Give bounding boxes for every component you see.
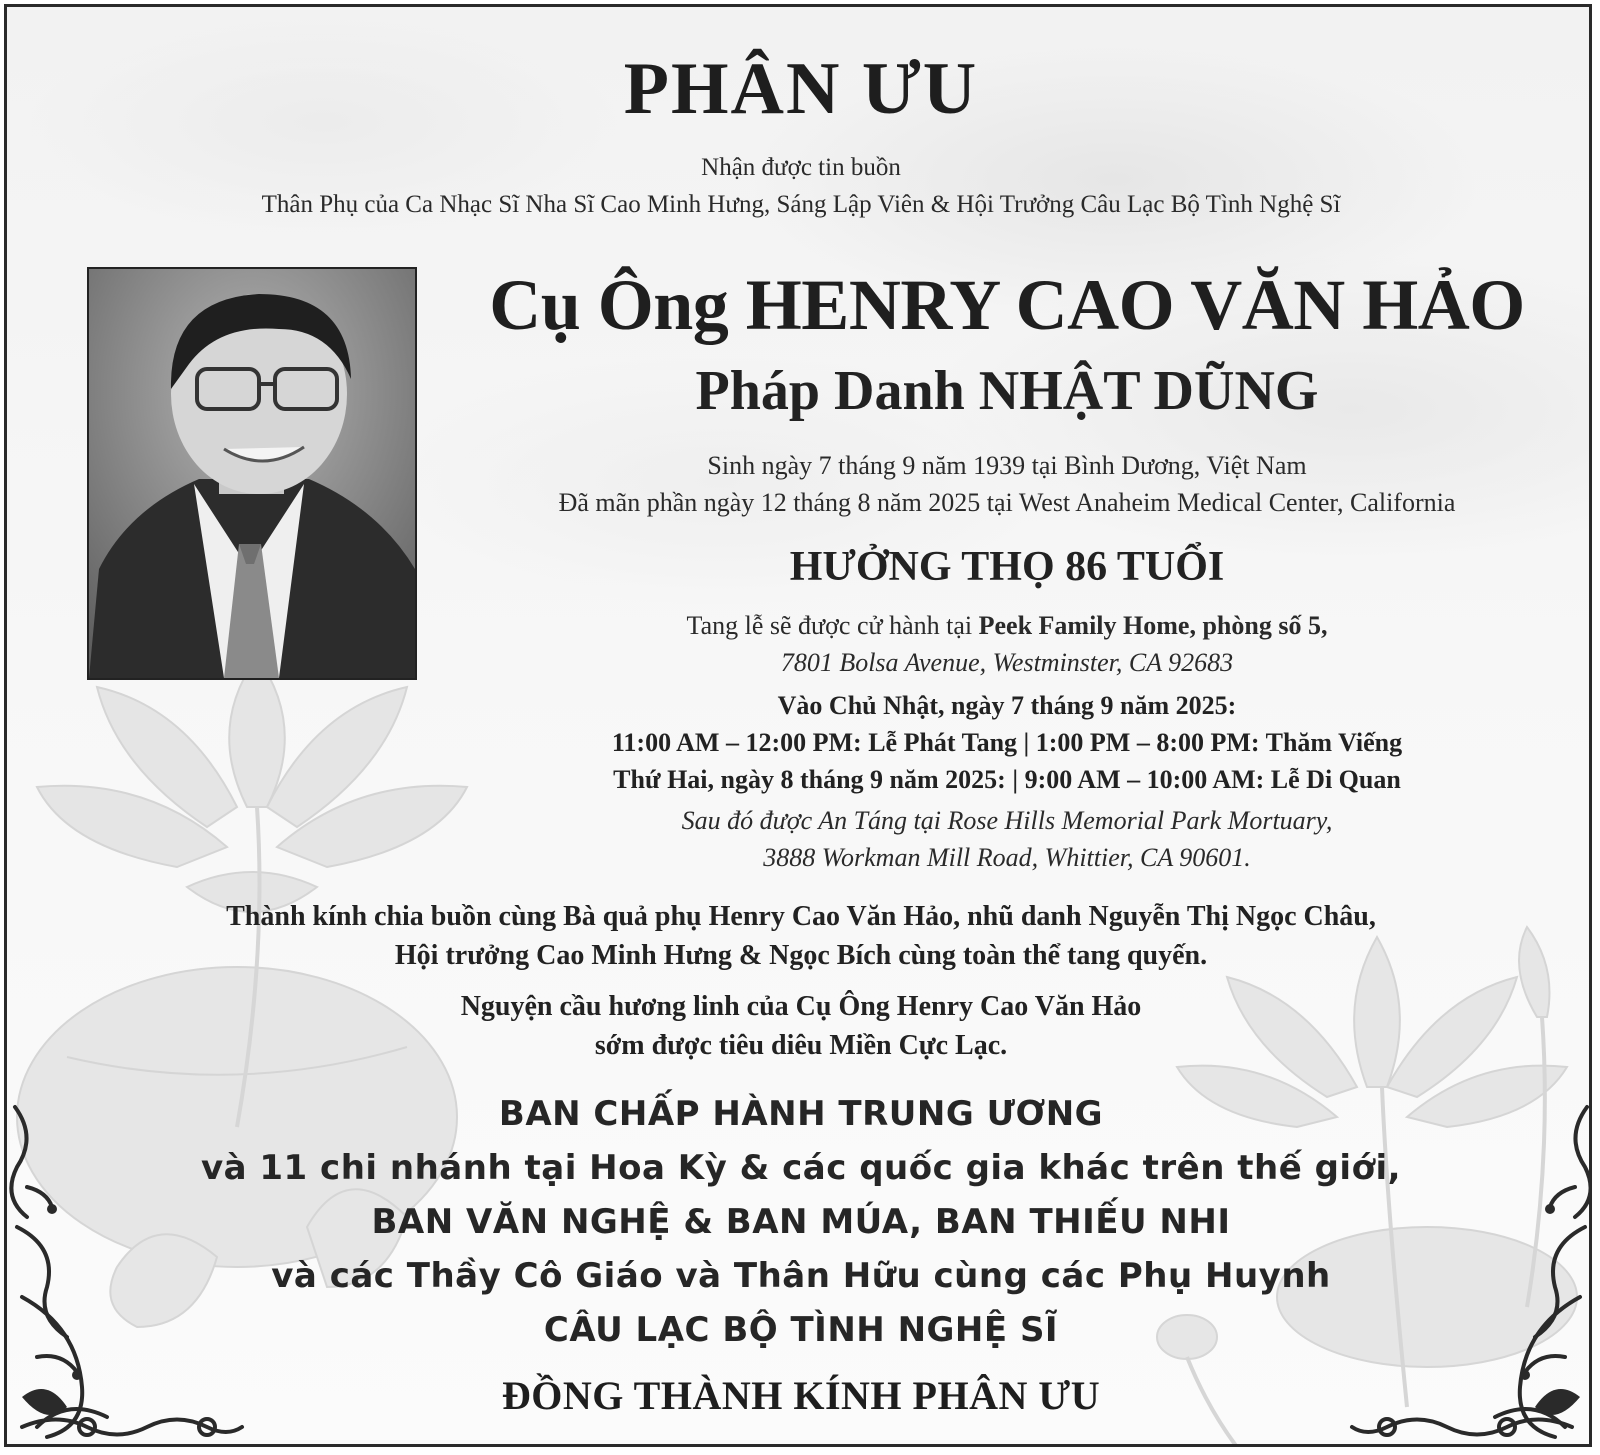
- obituary-card: [4, 4, 1592, 1447]
- closing-line: ĐỒNG THÀNH KÍNH PHÂN ƯU: [501, 1373, 1101, 1418]
- burial-line-2: 3888 Workman Mill Road, Whittier, CA 90601.: [763, 843, 1251, 872]
- organization-line: BAN VĂN NGHỆ & BAN MÚA, BAN THIẾU NHI: [371, 1202, 1231, 1242]
- funeral-venue-line: [447, 607, 1567, 644]
- funeral-venue: Peek Family Home, phòng số 5,: [978, 611, 1328, 640]
- intro-line-2: Thân Phụ của Ca Nhạc Sĩ Nha Sĩ Cao Minh Hưng, Sáng Lập Viên & Hội Trưởng Câu Lạc Bộ Tình Nghệ Sĩ: [261, 191, 1341, 218]
- funeral-location: [447, 607, 1567, 681]
- portrait-illustration: [89, 269, 415, 678]
- monday-schedule: Thứ Hai, ngày 8 tháng 9 năm 2025: | 9:00 AM – 10:00 AM: Lễ Di Quan: [613, 765, 1401, 794]
- condolence-line-1: Thành kính chia buồn cùng Bà quả phụ Henry Cao Văn Hảo, nhũ danh Nguyễn Thị Ngọc Châu,: [226, 901, 1376, 932]
- funeral-address: 7801 Bolsa Avenue, Westminster, CA 92683: [780, 648, 1234, 677]
- notice-title: PHÂN ƯU: [623, 48, 979, 130]
- prayer-text: [7, 987, 1592, 1065]
- life-dates: [447, 447, 1567, 521]
- deceased-name: Cụ Ông HENRY CAO VĂN HẢO: [489, 265, 1525, 345]
- birth-line: Sinh ngày 7 tháng 9 năm 1939 tại Bình Dương, Việt Nam: [707, 451, 1307, 480]
- portrait-photo: [87, 267, 417, 680]
- burial-info: [447, 802, 1567, 876]
- organization-line: BAN CHẤP HÀNH TRUNG ƯƠNG: [498, 1094, 1104, 1134]
- age-heading: HƯỞNG THỌ 86 TUỔI: [789, 544, 1225, 590]
- sunday-date: Vào Chủ Nhật, ngày 7 tháng 9 năm 2025:: [777, 691, 1237, 720]
- intro-line-1: Nhận được tin buồn: [701, 154, 901, 181]
- burial-line-1: Sau đó được An Táng tại Rose Hills Memorial Park Mortuary,: [681, 806, 1333, 835]
- intro-text: [7, 149, 1592, 223]
- funeral-schedule: [447, 687, 1567, 798]
- organization-line: và 11 chi nhánh tại Hoa Kỳ & các quốc gia khác trên thế giới,: [200, 1148, 1402, 1188]
- prayer-line-1: Nguyện cầu hương linh của Cụ Ông Henry Cao Văn Hảo: [460, 991, 1142, 1022]
- sunday-times: 11:00 AM – 12:00 PM: Lễ Phát Tang | 1:00 PM – 8:00 PM: Thăm Viếng: [611, 728, 1403, 757]
- condolence-line-2: Hội trưởng Cao Minh Hưng & Ngọc Bích cùng toàn thể tang quyến.: [394, 940, 1208, 971]
- prayer-line-2: sớm được tiêu diêu Miền Cực Lạc.: [594, 1030, 1008, 1061]
- organization-line: CÂU LẠC BỘ TÌNH NGHỆ SĨ: [543, 1310, 1059, 1350]
- condolence-text: [7, 897, 1592, 975]
- organization-line: và các Thầy Cô Giáo và Thân Hữu cùng các Phụ Huynh: [271, 1256, 1331, 1296]
- funeral-intro: Tang lễ sẽ được cử hành tại: [686, 611, 979, 640]
- dharma-name: Pháp Danh NHẬT DŨNG: [695, 360, 1319, 422]
- death-line: Đã mãn phần ngày 12 tháng 8 năm 2025 tại West Anaheim Medical Center, California: [558, 488, 1456, 517]
- organizations-list: [7, 1087, 1592, 1357]
